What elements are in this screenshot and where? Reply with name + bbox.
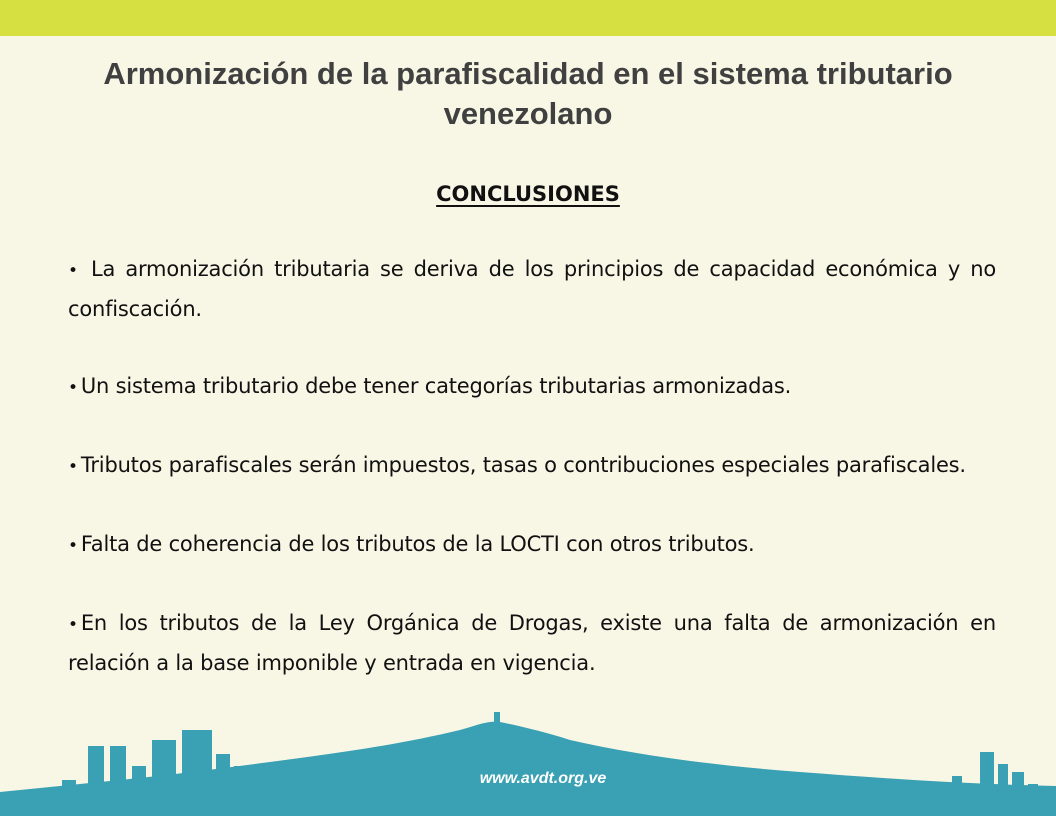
bullet-text: Falta de coherencia de los tributos de la LOCTI con otros tributos. [80, 532, 755, 556]
bullet-dot-icon: • [68, 457, 78, 477]
bullet-item [68, 446, 996, 486]
bullet-dot-icon: • [68, 615, 78, 635]
bullet-item [68, 604, 996, 682]
bullet-item [68, 525, 996, 565]
bullet-text: Tributos parafiscales serán impuestos, tasas o contribuciones especiales parafiscales. [80, 453, 966, 477]
conclusions-list [68, 250, 996, 682]
bullet-text: Un sistema tributario debe tener categorías tributarias armonizadas. [80, 374, 792, 398]
bullet-dot-icon: • [68, 261, 78, 281]
bullet-text: En los tributos de la Ley Orgánica de Drogas, existe una falta de armonización en relación a la base imponible y entrada en vigencia. [68, 611, 996, 675]
slide-title: Armonización de la parafiscalidad en el sistema tributario venezolano [103, 56, 953, 131]
bullet-item [68, 367, 996, 407]
footer-url: www.avdt.org.ve [479, 770, 607, 787]
skyline-shape [0, 712, 1056, 816]
bullet-dot-icon: • [68, 536, 78, 556]
bullet-text: La armonización tributaria se deriva de los principios de capacidad económica y no confiscación. [68, 257, 996, 321]
bullet-dot-icon: • [68, 378, 78, 398]
section-heading: CONCLUSIONES [436, 182, 620, 206]
city-skyline-graphic [0, 700, 1056, 816]
top-accent-band [0, 0, 1056, 36]
bullet-item [68, 250, 996, 328]
